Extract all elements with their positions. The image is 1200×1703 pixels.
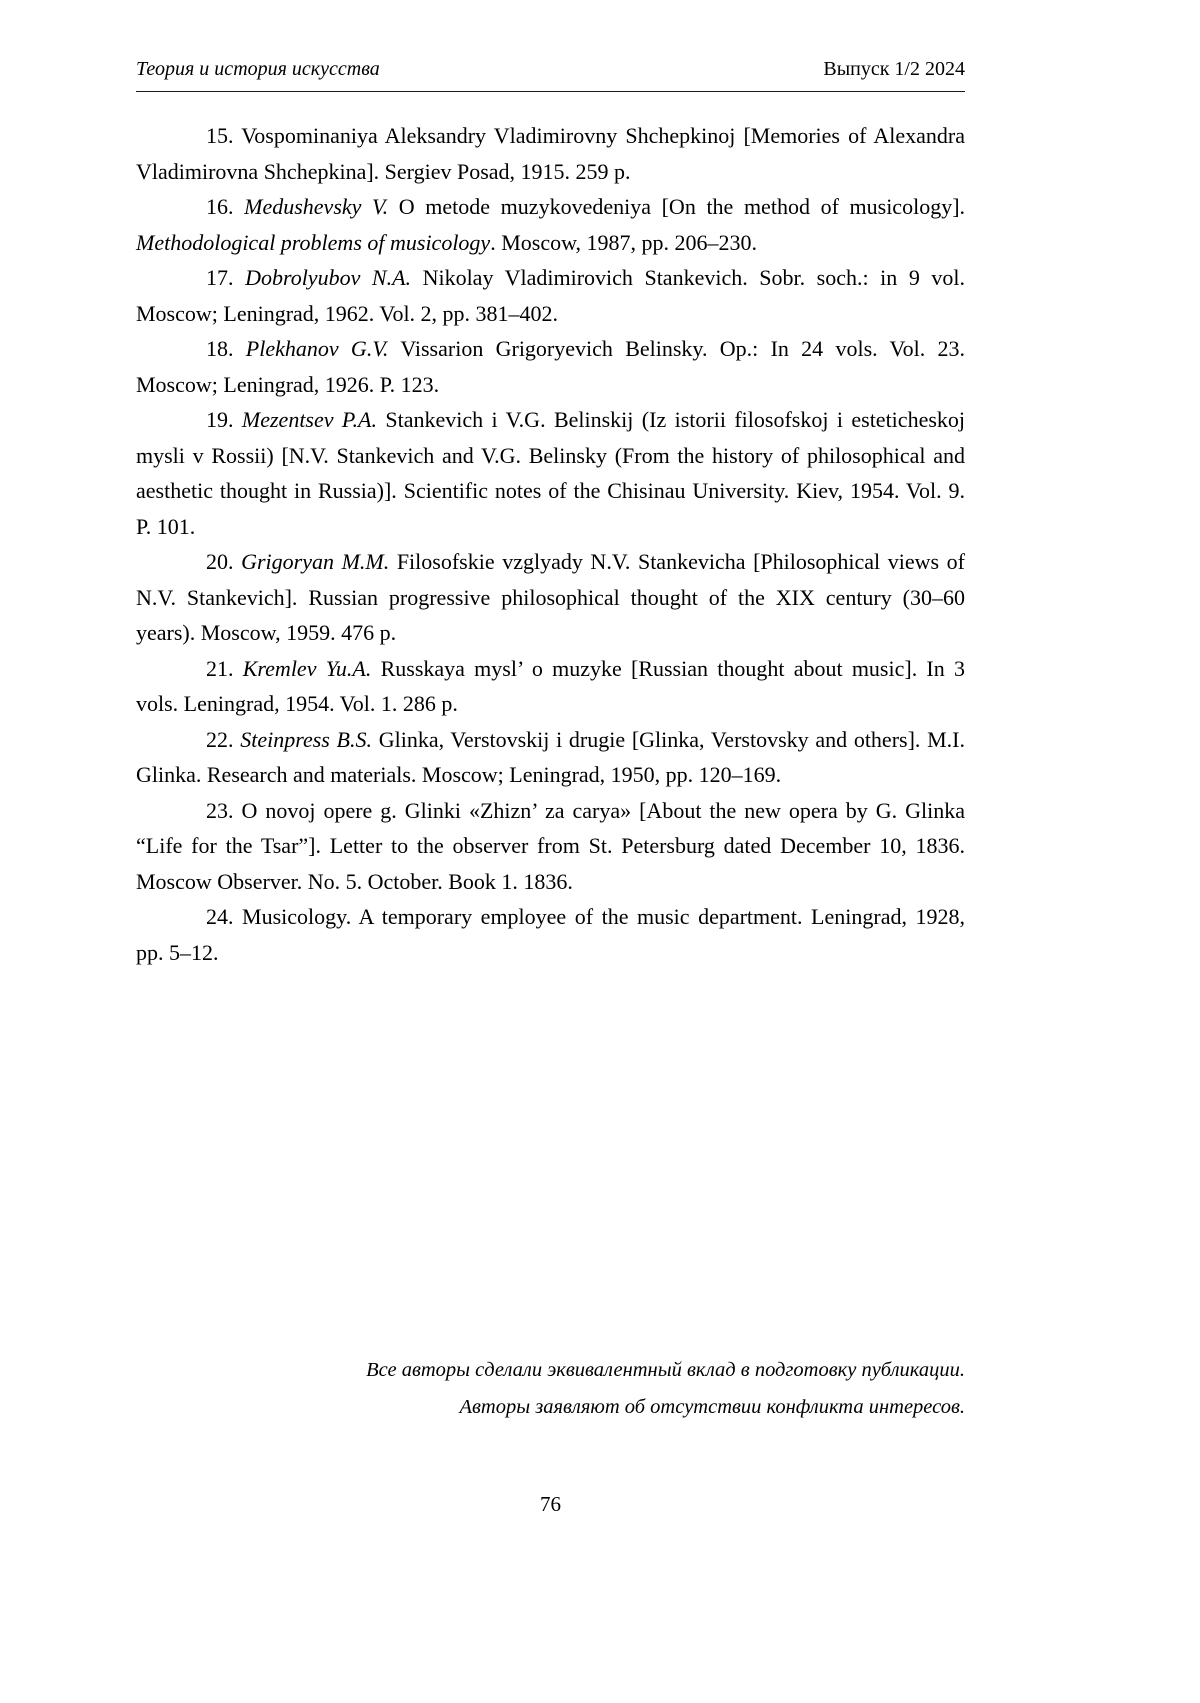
reference-text: Filosofskie vzglyady N.V. Stankevicha [Philosophical views of N.V. Stankevich]. Russian progressive philosophical thought of the XIX century (30–60 years). Moscow, 1959. 476 p.	[136, 549, 966, 645]
reference-item	[136, 118, 965, 189]
text-block	[136, 58, 965, 970]
reference-text: 21.	[206, 655, 243, 681]
references-list	[136, 118, 965, 970]
reference-author: Dobrolyubov N.A.	[245, 265, 412, 290]
journal-section-title: Теория и история искусства	[136, 58, 380, 80]
reference-item	[136, 899, 965, 970]
reference-text: 19.	[206, 407, 242, 432]
reference-author: Kremlev Yu.A.	[242, 655, 372, 681]
reference-item	[136, 793, 965, 900]
reference-author: Grigoryan M.M.	[241, 549, 390, 574]
reference-item	[136, 651, 965, 722]
reference-text: Nikolay Vladimirovich Stankevich. Sobr. soch.: in 9 vol. Moscow; Leningrad, 1962. Vol. 2, pp. 381–402.	[136, 265, 966, 326]
reference-author: Plekhanov G.V.	[245, 336, 389, 361]
reference-text: Russkaya mysl’ o muzyke [Russian thought about music]. In 3 vols. Leningrad, 1954. Vol. 1. 286 p.	[136, 655, 965, 716]
reference-item	[136, 331, 965, 402]
page-number: 76	[540, 1492, 561, 1516]
reference-item	[136, 544, 965, 651]
reference-text: Glinka, Verstovskij i drugie [Glinka, Verstovsky and others]. M.I. Glinka. Research and materials. Moscow; Leningrad, 1950, pp. 120–169.	[136, 726, 966, 787]
header-rule	[136, 91, 965, 92]
reference-text: Vissarion Grigoryevich Belinsky. Op.: In 24 vols. Vol. 23. Moscow; Leningrad, 1926. P. 123.	[136, 336, 965, 397]
reference-text: 15. Vospominaniya Aleksandry Vladimirovny Shchepkinoj [Memories of Alexandra Vladimirovna Shchepkina]. Sergiev Posad, 1915. 259 p.	[136, 123, 965, 184]
reference-text: Stankevich i V.G. Belinskij (Iz istorii filosofskoj i esteticheskoj mysli v Rossii) [N.V. Stankevich and V.G. Belinsky (From the history of philosophical and aesthetic thought in Russia)]. Scientific notes of the Chisinau University. Kiev, 1954. Vol. 9. P. 101.	[136, 407, 966, 539]
reference-item	[136, 722, 965, 793]
reference-item	[136, 189, 965, 260]
reference-text: O metode muzykovedeniya [On the method of musicology].	[388, 194, 966, 219]
issue-label: Выпуск 1/2 2024	[823, 58, 965, 80]
reference-author: Steinpress B.S.	[240, 726, 372, 752]
reference-text: . Moscow, 1987, pp. 206–230.	[490, 229, 758, 255]
running-head	[136, 58, 965, 81]
reference-text: 16.	[206, 194, 245, 219]
conflict-of-interest-statement: Авторы заявляют об отсутствии конфликта интересов.	[459, 1396, 965, 1418]
reference-item	[136, 260, 965, 331]
contribution-statement: Все авторы сделали эквивалентный вклад в подготовку публикации.	[366, 1359, 965, 1381]
reference-text: 20.	[206, 549, 242, 574]
author-statements	[205, 1352, 965, 1426]
reference-author: Methodological problems of musicology	[136, 229, 491, 255]
reference-text: 22.	[206, 726, 241, 752]
reference-text: 23. O novoj opere g. Glinki «Zhizn’ za carya» [About the new opera by G. Glinka “Life for the Tsar”]. Letter to the observer from St. Petersburg dated December 10, 1836. Moscow Observer. No. 5. October. Book 1. 1836.	[136, 797, 965, 894]
reference-text: 24. Musicology. A temporary employee of the music department. Leningrad, 1928, pp. 5–12.	[136, 904, 965, 965]
reference-text: 17.	[206, 265, 246, 290]
reference-author: Mezentsev P.A.	[241, 407, 377, 432]
reference-text: 18.	[206, 336, 246, 361]
reference-item	[136, 402, 965, 544]
reference-author: Medushevsky V.	[244, 194, 389, 219]
